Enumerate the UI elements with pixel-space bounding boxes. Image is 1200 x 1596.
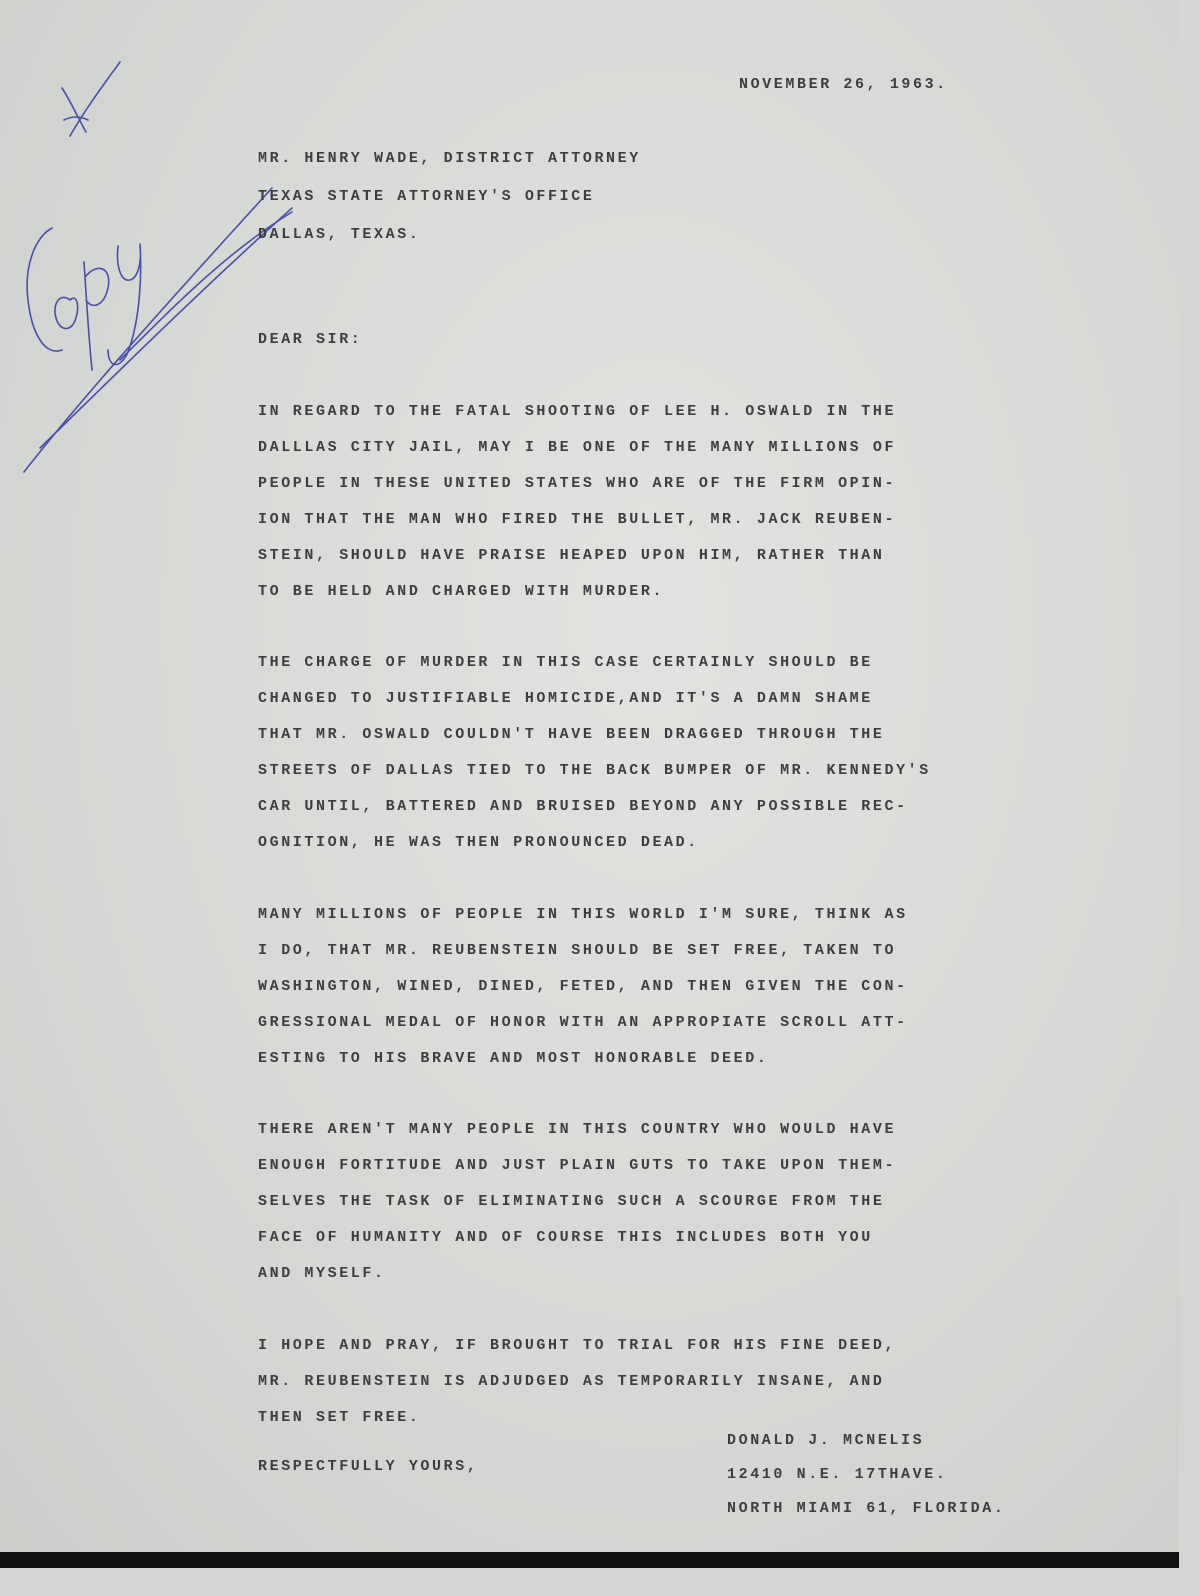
body-line: MANY MILLIONS OF PEOPLE IN THIS WORLD I'M SURE, THINK AS bbox=[258, 906, 908, 923]
body-line: THE CHARGE OF MURDER IN THIS CASE CERTAINLY SHOULD BE bbox=[258, 654, 873, 671]
body-line: THAT MR. OSWALD COULDN'T HAVE BEEN DRAGGED THROUGH THE bbox=[258, 726, 885, 743]
recipient-line: DALLAS, TEXAS. bbox=[258, 226, 421, 243]
body-line: THERE AREN'T MANY PEOPLE IN THIS COUNTRY WHO WOULD HAVE bbox=[258, 1121, 897, 1138]
body-line: IN REGARD TO THE FATAL SHOOTING OF LEE H. OSWALD IN THE bbox=[258, 403, 897, 420]
body-line: STREETS OF DALLAS TIED TO THE BACK BUMPER OF MR. KENNEDY'S bbox=[258, 762, 931, 779]
body-line: I DO, THAT MR. REUBENSTEIN SHOULD BE SET FREE, TAKEN TO bbox=[258, 942, 897, 959]
scan-bottom-edge bbox=[0, 1552, 1179, 1568]
body-line: CAR UNTIL, BATTERED AND BRUISED BEYOND ANY POSSIBLE REC- bbox=[258, 798, 908, 815]
closing: RESPECTFULLY YOURS, bbox=[258, 1458, 479, 1475]
salutation: DEAR SIR: bbox=[258, 331, 363, 348]
body-line: PEOPLE IN THESE UNITED STATES WHO ARE OF THE FIRM OPIN- bbox=[258, 475, 897, 492]
body-line: AND MYSELF. bbox=[258, 1265, 386, 1282]
signature-name: DONALD J. MCNELIS bbox=[727, 1432, 925, 1449]
body-line: DALLLAS CITY JAIL, MAY I BE ONE OF THE MANY MILLIONS OF bbox=[258, 439, 897, 456]
body-line: ENOUGH FORTITUDE AND JUST PLAIN GUTS TO TAKE UPON THEM- bbox=[258, 1157, 897, 1174]
body-line: TO BE HELD AND CHARGED WITH MURDER. bbox=[258, 583, 665, 600]
body-line: WASHINGTON, WINED, DINED, FETED, AND THEN GIVEN THE CON- bbox=[258, 978, 908, 995]
body-line: SELVES THE TASK OF ELIMINATING SUCH A SCOURGE FROM THE bbox=[258, 1193, 885, 1210]
signature-address: 12410 N.E. 17THAVE. bbox=[727, 1466, 948, 1483]
body-line: OGNITION, HE WAS THEN PRONOUNCED DEAD. bbox=[258, 834, 699, 851]
body-line: ION THAT THE MAN WHO FIRED THE BULLET, MR. JACK REUBEN- bbox=[258, 511, 897, 528]
body-line: STEIN, SHOULD HAVE PRAISE HEAPED UPON HIM, RATHER THAN bbox=[258, 547, 885, 564]
letter-date: NOVEMBER 26, 1963. bbox=[739, 76, 948, 93]
recipient-line: TEXAS STATE ATTORNEY'S OFFICE bbox=[258, 188, 595, 205]
body-line: ESTING TO HIS BRAVE AND MOST HONORABLE DEED. bbox=[258, 1050, 769, 1067]
signature-city: NORTH MIAMI 61, FLORIDA. bbox=[727, 1500, 1006, 1517]
body-line: I HOPE AND PRAY, IF BROUGHT TO TRIAL FOR HIS FINE DEED, bbox=[258, 1337, 897, 1354]
body-line: GRESSIONAL MEDAL OF HONOR WITH AN APPROPIATE SCROLL ATT- bbox=[258, 1014, 908, 1031]
body-line: THEN SET FREE. bbox=[258, 1409, 421, 1426]
recipient-line: MR. HENRY WADE, DISTRICT ATTORNEY bbox=[258, 150, 641, 167]
body-line: MR. REUBENSTEIN IS ADJUDGED AS TEMPORARILY INSANE, AND bbox=[258, 1373, 885, 1390]
body-line: CHANGED TO JUSTIFIABLE HOMICIDE,AND IT'S A DAMN SHAME bbox=[258, 690, 873, 707]
body-line: FACE OF HUMANITY AND OF COURSE THIS INCLUDES BOTH YOU bbox=[258, 1229, 873, 1246]
